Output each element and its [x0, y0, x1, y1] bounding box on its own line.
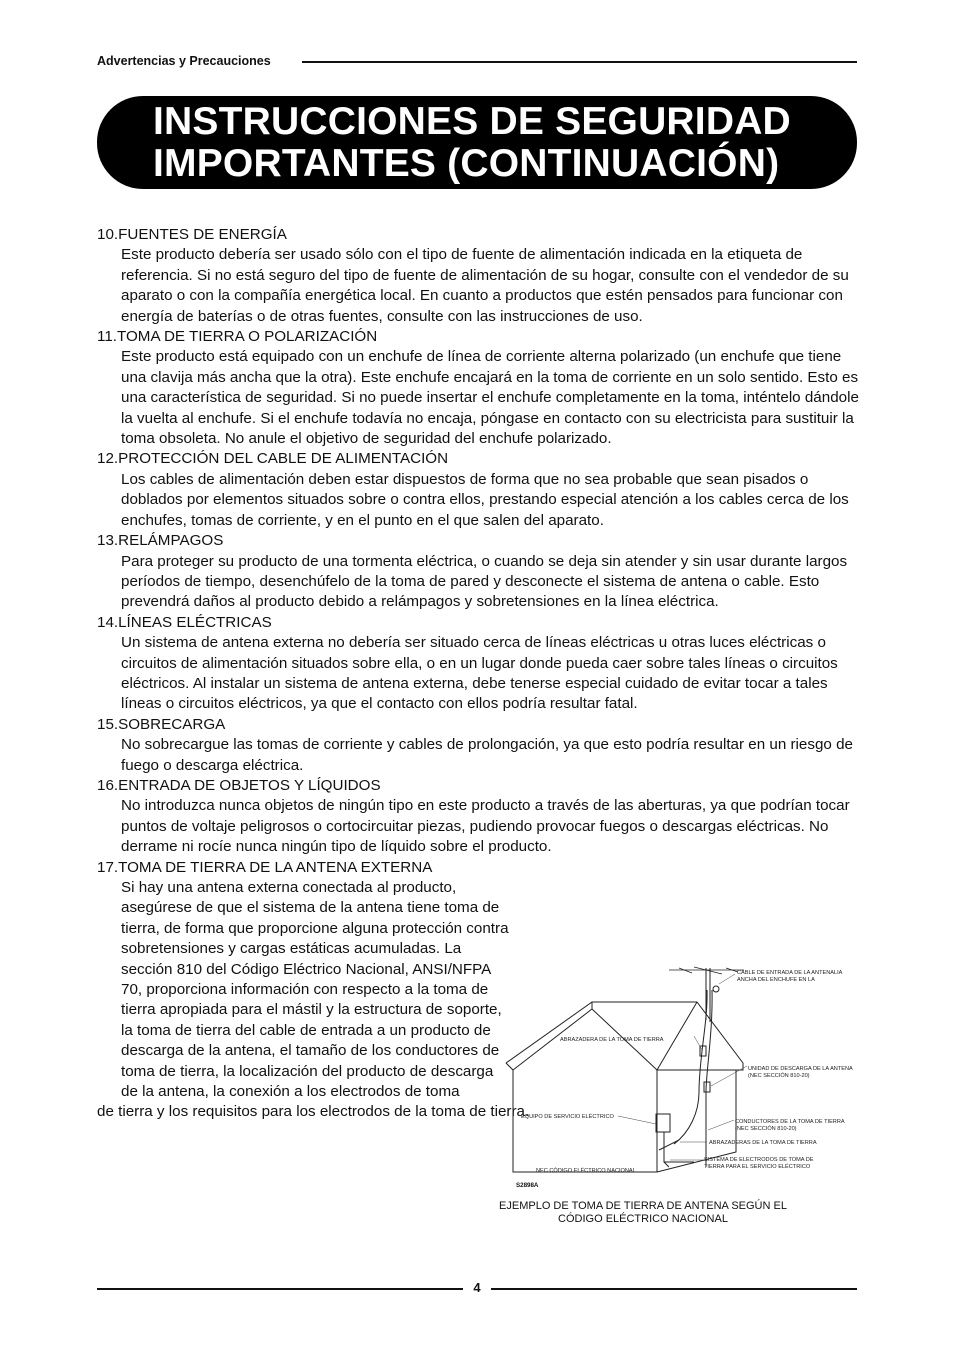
- instruction-heading: 10.FUENTES DE ENERGÍA: [97, 226, 287, 243]
- title-banner: [97, 96, 857, 189]
- label-electrode-system-line1: SISTEMA DE ELECTRODOS DE TOMA DE: [704, 1157, 814, 1163]
- instruction-body: Los cables de alimentación deben estar dispuestos de forma que no sea probable que sean pisados o doblados por elementos situados sobre o contra ellos, prestando especial atención a los cables cerca de los enchufes, tomas de corriente, y en el punto en el que salen del aparato.: [121, 470, 849, 529]
- label-service-equipment: EQUIPO DE SERVICIO ELÉCTRICO: [521, 1114, 614, 1120]
- instruction-body: Para proteger su producto de una tormenta eléctrica, o cuando se deja sin atender y sin usar durante largos períodos de tiempo, desenchúfelo de la toma de pared y desconecte el sistema de antena o cable. Esto prevendrá daños al producto debido a relámpagos y sobretensiones en la línea eléctrica.: [121, 552, 848, 611]
- footer-rule-right: [491, 1288, 857, 1290]
- label-ground-clamps: ABRAZADERAS DE LA TOMA DE TIERRA: [709, 1140, 817, 1146]
- instruction-heading: 15.SOBRECARGA: [97, 715, 226, 733]
- instruction-body: Este producto está equipado con un enchufe de línea de corriente alterna polarizado (un enchufe que tiene una clavija más ancha que la otra). Este enchufe encajará en la toma de corriente en un solo sentido. Esto es una característica de seguridad. Si no puede insertar el enchufe completamente en la toma, inténtelo dándole la vuelta al enchufe. Si el enchufe todavía no encaja, póngase en contacto con su electricista para sustituir la toma obsoleta. No anule el objetivo de seguridad del enchufe polarizado.: [121, 348, 859, 448]
- instruction-item-10: [97, 225, 859, 327]
- instruction-heading: 17.TOMA DE TIERRA DE LA ANTENA EXTERNA: [97, 858, 433, 876]
- instruction-body: Un sistema de antena externa no debería ser situado cerca de líneas eléctricas u otras luces eléctricas o circuitos de alimentación situados sobre ella, o en un lugar donde pueda caer sobre tales líneas o circuitos eléctricos. Al instalar un sistema de antena externa, debe tenerse especial cuidado de evitar tocar a tales líneas o circuitos eléctricos, ya que el contacto con ellos podría resultar fatal.: [121, 634, 838, 713]
- instruction-item-14: [97, 613, 859, 715]
- house-illustration: [506, 1002, 743, 1172]
- instruction-item-11: [97, 327, 859, 449]
- footer-rule-left: [97, 1288, 463, 1290]
- label-conductors-line2: (NEC SECCIÓN 810-20): [735, 1126, 797, 1132]
- instruction-heading: 14.LÍNEAS ELÉCTRICAS: [97, 613, 272, 631]
- instruction-body: No sobrecargue las tomas de corriente y cables de prolongación, ya que esto podría resultar en un riesgo de fuego o descarga eléctrica.: [121, 736, 853, 774]
- title-line-1: INSTRUCCIONES DE SEGURIDAD: [153, 100, 791, 143]
- label-lead-in-line2: ANCHA DEL ENCHUFE EN LA: [737, 977, 815, 983]
- instruction-item-13: [97, 531, 859, 613]
- label-conductors-line1: CONDUCTORES DE LA TOMA DE TIERRA: [735, 1119, 845, 1125]
- label-discharge-unit-line1: UNIDAD DE DESCARGA DE LA ANTENA: [748, 1066, 853, 1072]
- instruction-body: No introduzca nunca objetos de ningún tipo en este producto a través de las aberturas, ya que podrían tocar puntos de voltaje peligrosos o cortocircuitar piezas, pudiendo provocar fuegos o descargas eléctricas. No derrame ni rocíe nunca ningún tipo de líquido sobre el producto.: [121, 797, 850, 856]
- label-nec: NEC CÓDIGO ELÉCTRICO NACIONAL: [536, 1168, 636, 1174]
- antenna-grounding-diagram: [494, 962, 864, 1227]
- instruction-body: Este producto debería ser usado sólo con el tipo de fuente de alimentación indicada en la etiqueta de referencia. Si no está seguro del tipo de fuente de alimentación de su hogar, consulte con el vendedor de su aparato o con la compañía energética local. En cuanto a productos que estén pensados para funcionar con energía de baterías o de otras fuentes, consulte con las instrucciones de uso.: [121, 246, 849, 325]
- instruction-heading: 13.RELÁMPAGOS: [97, 532, 224, 550]
- label-ground-clamp-top: ABRAZADERA DE LA TOMA DE TIERRA: [560, 1037, 664, 1043]
- label-lead-in-line1: CABLE DE ENTRADA DE LA ANTENALIA: [737, 970, 843, 976]
- instruction-heading: 16.ENTRADA DE OBJETOS Y LÍQUIDOS: [97, 776, 381, 794]
- instruction-heading: 11.TOMA DE TIERRA O POLARIZACIÓN: [97, 328, 378, 346]
- instruction-item-16: [97, 776, 859, 858]
- label-discharge-unit-line2: (NEC SECCIÓN 810-20): [748, 1073, 810, 1079]
- antenna-illustration: [656, 967, 744, 1167]
- section-header: Advertencias y Precauciones: [97, 54, 271, 68]
- instruction-body: Si hay una antena externa conectada al producto, asegúrese de que el sistema de la antena tiene toma de tierra, de forma que proporcione alguna protección contra sobretensiones y cargas estáticas acumuladas. La sección 810 del Código Eléctrico Nacional, ANSI/NFPA 70, proporciona información con respecto a la toma de tierra apropiada para el mástil y la estructura de soporte, la toma de tierra del cable de entrada a un producto de descarga de la antena, el tamaño de los conductores de toma de tierra, la localización del producto de descarga de la antena, la conexión a los electrodos de toma: [121, 879, 509, 1101]
- instruction-item-12: [97, 449, 859, 531]
- label-code: S2898A: [516, 1182, 539, 1189]
- diagram-caption: [480, 1200, 806, 1226]
- label-electrode-system-line2: TIERRA PARA EL SERVICIO ELÉCTRICO: [704, 1164, 811, 1170]
- page-number: 4: [473, 1280, 481, 1295]
- instruction-body-tail: de tierra y los requisitos para los electrodos de la toma de tierra.: [97, 1103, 530, 1121]
- title-line-2: IMPORTANTES (CONTINUACIÓN): [153, 142, 780, 185]
- caption-line-1: EJEMPLO DE TOMA DE TIERRA DE ANTENA SEGÚN EL: [499, 1200, 787, 1212]
- instruction-heading: 12.PROTECCIÓN DEL CABLE DE ALIMENTACIÓN: [97, 450, 449, 468]
- instruction-item-15: [97, 715, 859, 776]
- caption-line-2: CÓDIGO ELÉCTRICO NACIONAL: [558, 1213, 728, 1225]
- header-rule: [302, 61, 857, 63]
